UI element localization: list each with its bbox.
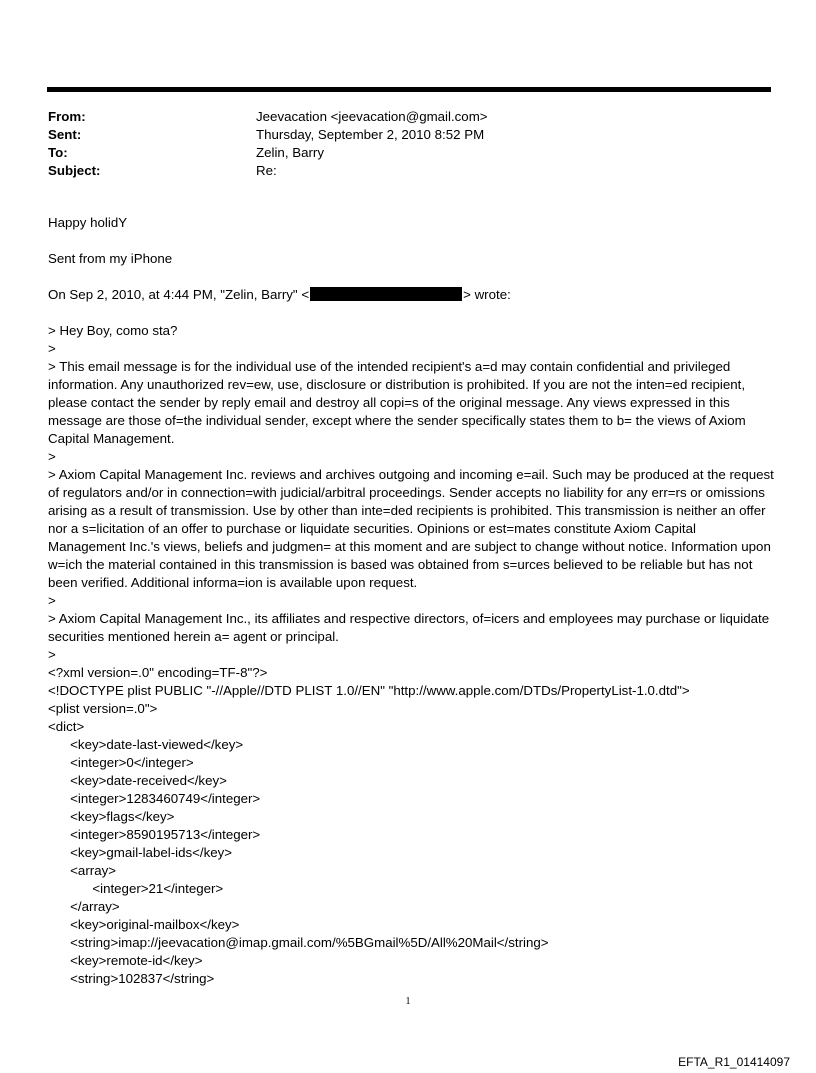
xml-line: <key>flags</key>	[48, 809, 175, 824]
subject-label: Subject:	[48, 163, 101, 178]
xml-line: <integer>21</integer>	[48, 881, 224, 896]
header-rule	[47, 87, 771, 92]
greeting: Happy holidY	[48, 215, 128, 230]
xml-line: <string>102837</string>	[48, 971, 215, 986]
page-number: 1	[405, 996, 411, 1007]
disclaimer-paragraph-2: > Axiom Capital Management Inc. reviews and archives outgoing and incoming e=ail. Such may be produced at the request of regulators and/or in connection=with judicial/arbitral proceedings. Sender accepts no liability for any err=rs or omissions arising as a result of transmission. Use by other than inte=ded recipients is prohibited. This transmission is neither an offer nor a s=licitation of an offer to purchase or liquidate securities. Opinions or est=mates constitute Axiom Capital Management Inc.'s views, beliefs and judgmen= at this moment and are subject to change without notice. Information upon w=ich the material contained in this transmission is based was obtained from s=urces believed to be reliable but has not been verified. Additional informa=ion is available upon request.	[48, 467, 774, 590]
xml-block	[48, 664, 776, 988]
xml-line: <!DOCTYPE plist PUBLIC "-//Apple//DTD PLIST 1.0//EN" "http://www.apple.com/DTDs/PropertyList-1.0.dtd">	[48, 683, 690, 698]
sent-label: Sent:	[48, 127, 82, 142]
xml-line: <?xml version=.0" encoding=TF-8"?>	[48, 665, 268, 680]
xml-line: <plist version=.0">	[48, 701, 158, 716]
xml-line: <integer>0</integer>	[48, 755, 194, 770]
xml-line: <key>date-received</key>	[48, 773, 227, 788]
from-value: Jeevacation <jeevacation@gmail.com>	[256, 109, 488, 124]
quote-marker: >	[48, 341, 56, 356]
email-body	[48, 214, 776, 988]
quote-marker: >	[48, 449, 56, 464]
xml-line: <key>gmail-label-ids</key>	[48, 845, 233, 860]
xml-line: <dict>	[48, 719, 85, 734]
xml-line: <key>remote-id</key>	[48, 953, 203, 968]
xml-line: </array>	[48, 899, 120, 914]
xml-line: <key>original-mailbox</key>	[48, 917, 240, 932]
sent-value: Thursday, September 2, 2010 8:52 PM	[256, 127, 485, 142]
document-id: EFTA_R1_01414097	[678, 1055, 790, 1069]
attribution-prefix: On Sep 2, 2010, at 4:44 PM, "Zelin, Barry" <	[48, 287, 310, 302]
disclaimer-paragraph-3: > Axiom Capital Management Inc., its affiliates and respective directors, of=icers and employees may purchase or liquidate securities mentioned herein a= agent or principal.	[48, 611, 770, 644]
to-label: To:	[48, 145, 68, 160]
signature: Sent from my iPhone	[48, 251, 173, 266]
subject-value: Re:	[256, 163, 277, 178]
quote-marker: >	[48, 593, 56, 608]
quote-line: > Hey Boy, como sta?	[48, 323, 178, 338]
xml-line: <integer>8590195713</integer>	[48, 827, 261, 842]
xml-line: <integer>1283460749</integer>	[48, 791, 261, 806]
redaction-block	[310, 287, 462, 301]
xml-line: <array>	[48, 863, 116, 878]
reply-attribution	[48, 286, 776, 304]
xml-line: <key>date-last-viewed</key>	[48, 737, 244, 752]
from-label: From:	[48, 109, 86, 124]
attribution-suffix: > wrote:	[463, 287, 511, 302]
disclaimer-paragraph-1: > This email message is for the individual use of the intended recipient's a=d may contain confidential and privileged information. Any unauthorized rev=ew, use, disclosure or distribution is prohibited. If you are not the inten=ed recipient, please contact the sender by reply email and destroy all copi=s of the original message. Any views expressed in this message are those of=the individual sender, except where the sender specifically states them to b= the views of Axiom Capital Management.	[48, 359, 746, 446]
to-value: Zelin, Barry	[256, 145, 324, 160]
quote-marker: >	[48, 647, 56, 662]
xml-line: <string>imap://jeevacation@imap.gmail.com/%5BGmail%5D/All%20Mail</string>	[48, 935, 549, 950]
